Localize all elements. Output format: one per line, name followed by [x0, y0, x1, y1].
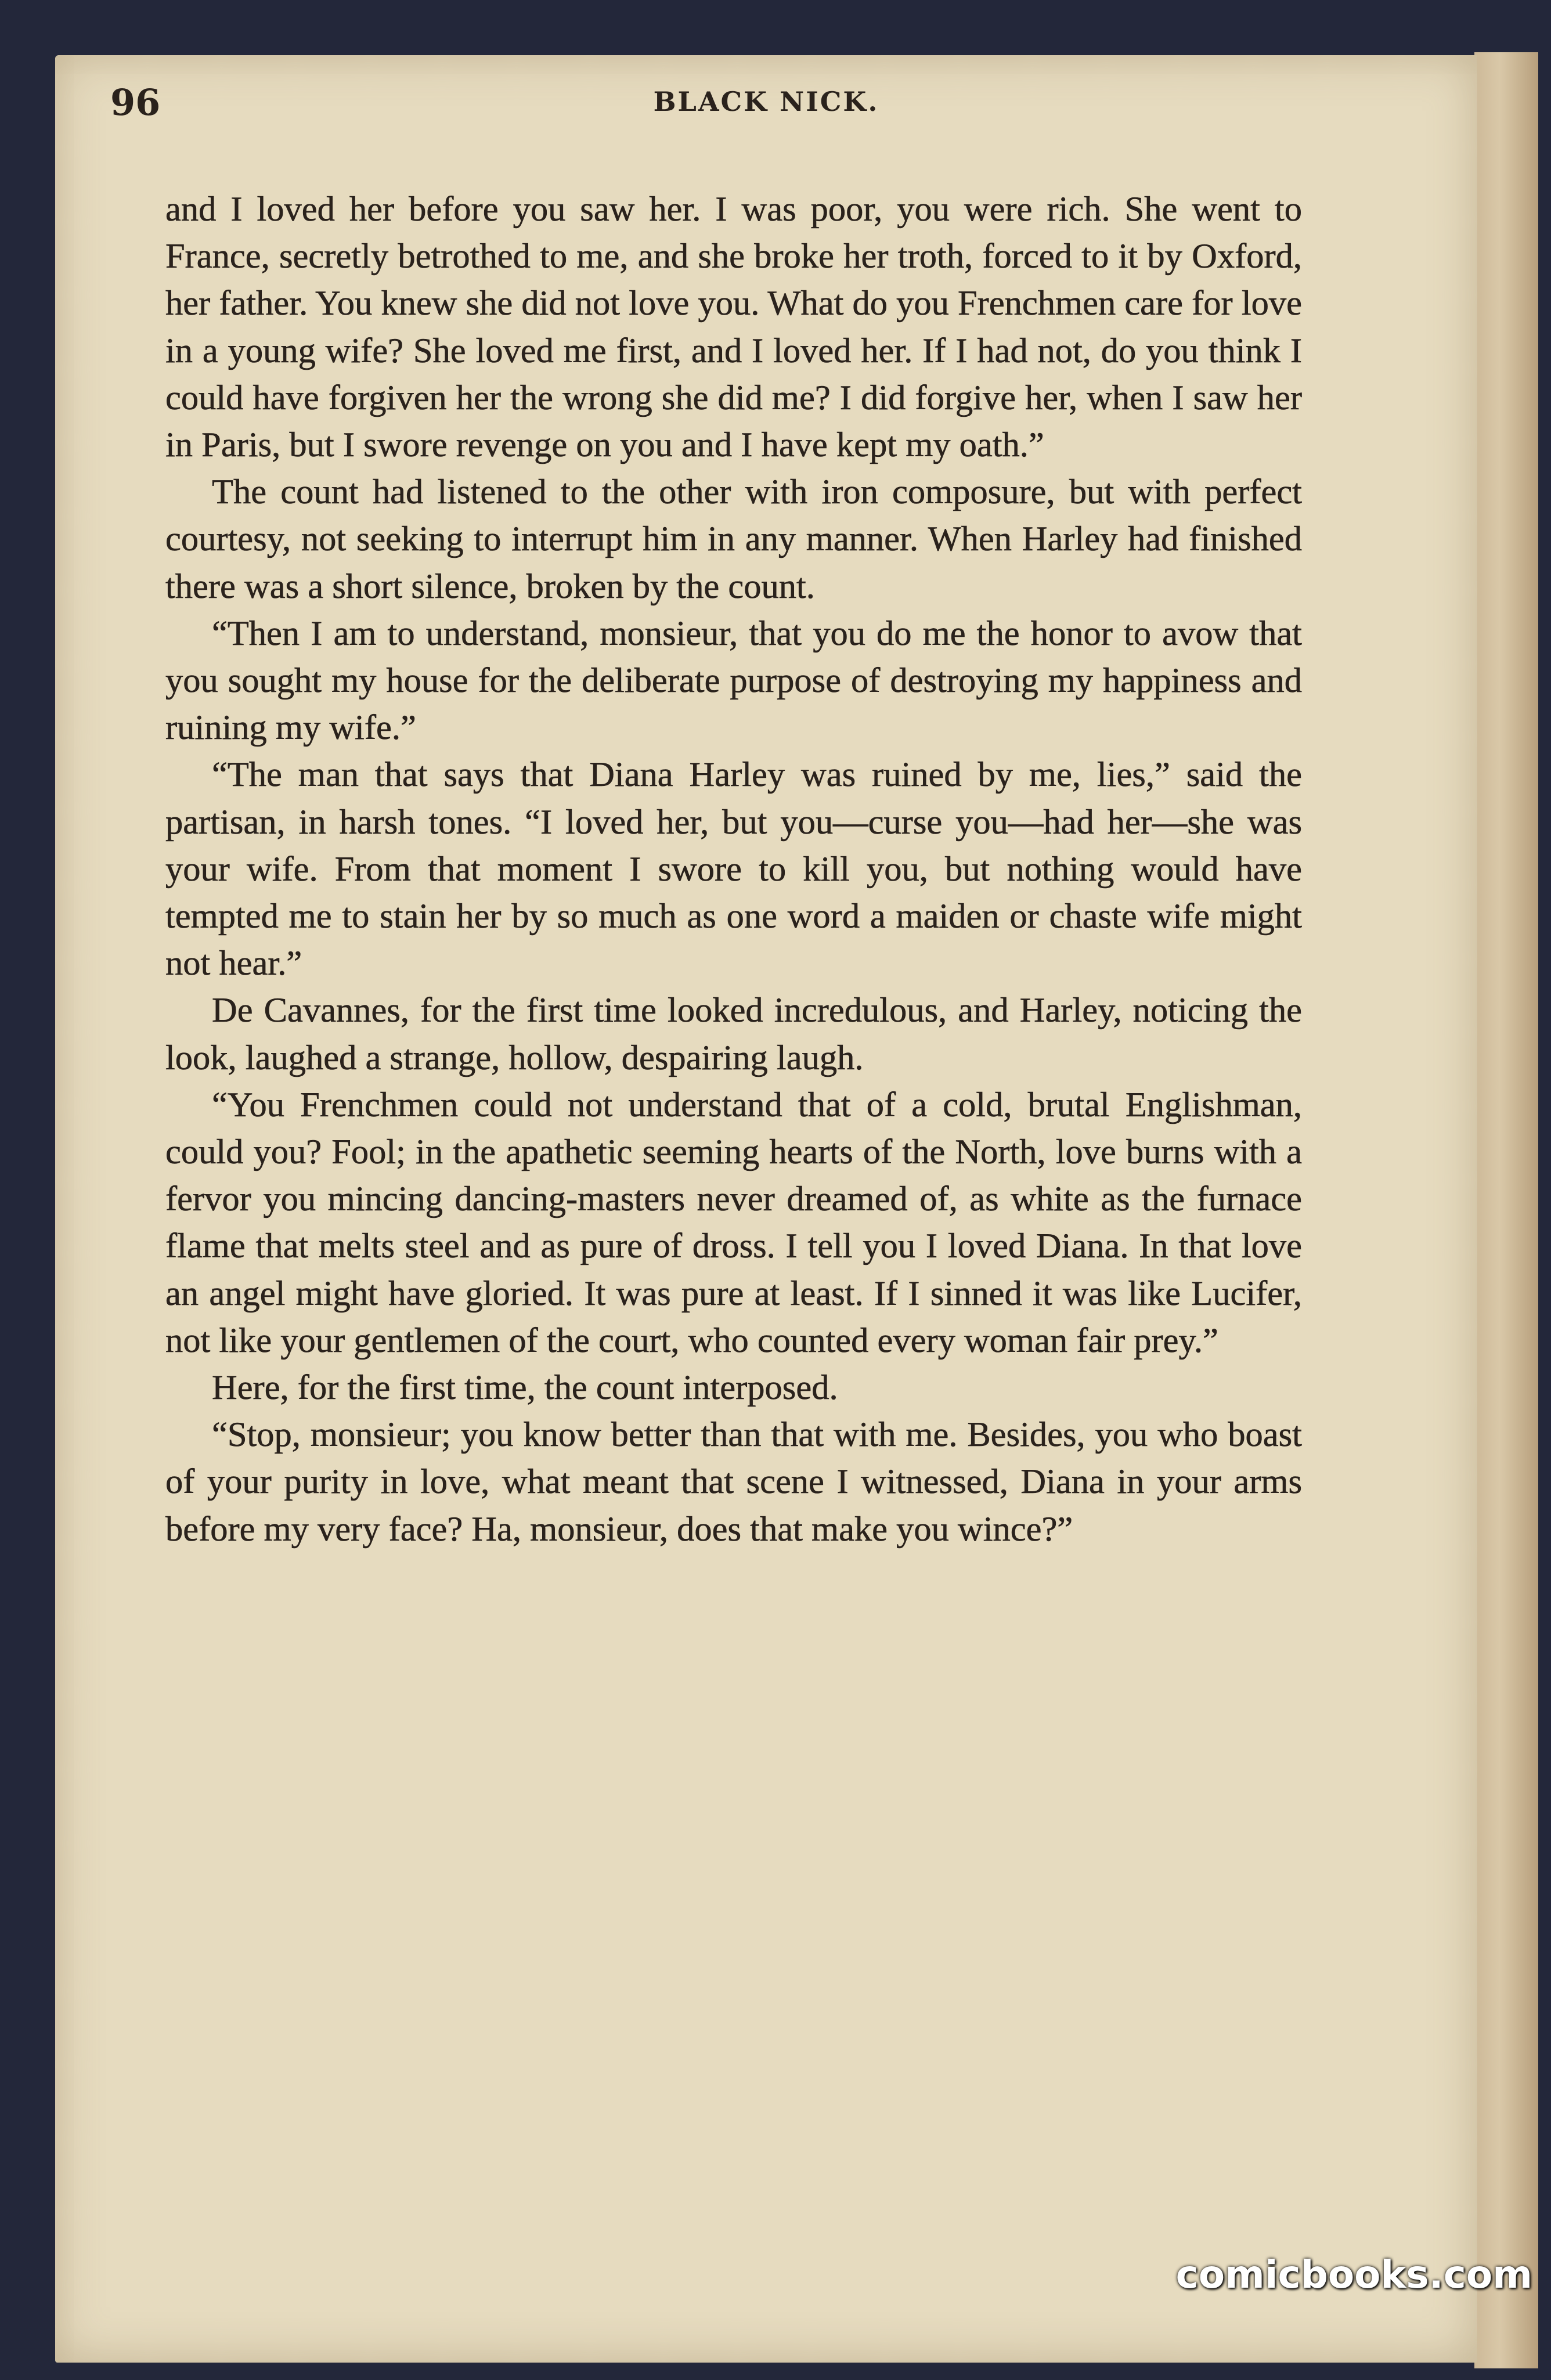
page-number: 96: [110, 81, 161, 124]
paragraph: The count had listened to the other with iron composure, but with perfect courtesy, not seeking to interrupt him in any manner. When Harley had finished there was a short silence, broken by the count.: [165, 473, 1302, 606]
paragraph: “Then I am to understand, monsieur, that you do me the honor to avow that you sought my house for the deliberate purpose of destroying my happiness and ruining my wife.”: [165, 614, 1302, 748]
paragraph: “You Frenchmen could not understand that of a cold, brutal Englishman, could you? Fool; in the apathetic seeming hearts of the North, love burns with a fervor you mincing dancing-masters never dreamed of, as white as the furnace flame that melts steel and as pure of dross. I tell you I loved Diana. In that love an angel might have gloried. It was pure at least. If I sinned it was like Lucifer, not like your gentlemen of the court, who counted every woman fair prey.”: [165, 1085, 1302, 1360]
paragraph: “The man that says that Diana Harley was ruined by me, lies,” said the partisan, in harsh tones. “I loved her, but you—curse you—had her—she was your wife. From that moment I swore to kill you, but nothing would have tempted me to stain her by so much as one word a maiden or chaste wife might not hear.”: [165, 755, 1302, 983]
body-text: [165, 186, 1302, 1553]
paragraph: De Cavannes, for the first time looked incredulous, and Harley, noticing the look, laughed a strange, hollow, despairing laugh.: [165, 991, 1302, 1077]
watermark: comicbooks.com: [1175, 2252, 1532, 2297]
running-head: BLACK NICK.: [653, 86, 879, 117]
next-page-edge: [1474, 52, 1538, 2368]
paragraph: and I loved her before you saw her. I was poor, you were rich. She went to France, secretly betrothed to me, and she broke her troth, forced to it by Oxford, her father. You knew she did not love you. What do you Frenchmen care for love in a young wife? She loved me first, and I loved her. If I had not, do you think I could have forgiven her the wrong she did me? I did forgive her, when I saw her in Paris, but I swore revenge on you and I have kept my oath.”: [165, 190, 1302, 465]
paragraph: Here, for the first time, the count interposed.: [212, 1368, 838, 1408]
paragraph: “Stop, monsieur; you know better than that with me. Besides, you who boast of your purity in love, what meant that scene I witnessed, Diana in your arms before my very face? Ha, monsieur, does that make you wince?”: [165, 1415, 1302, 1549]
